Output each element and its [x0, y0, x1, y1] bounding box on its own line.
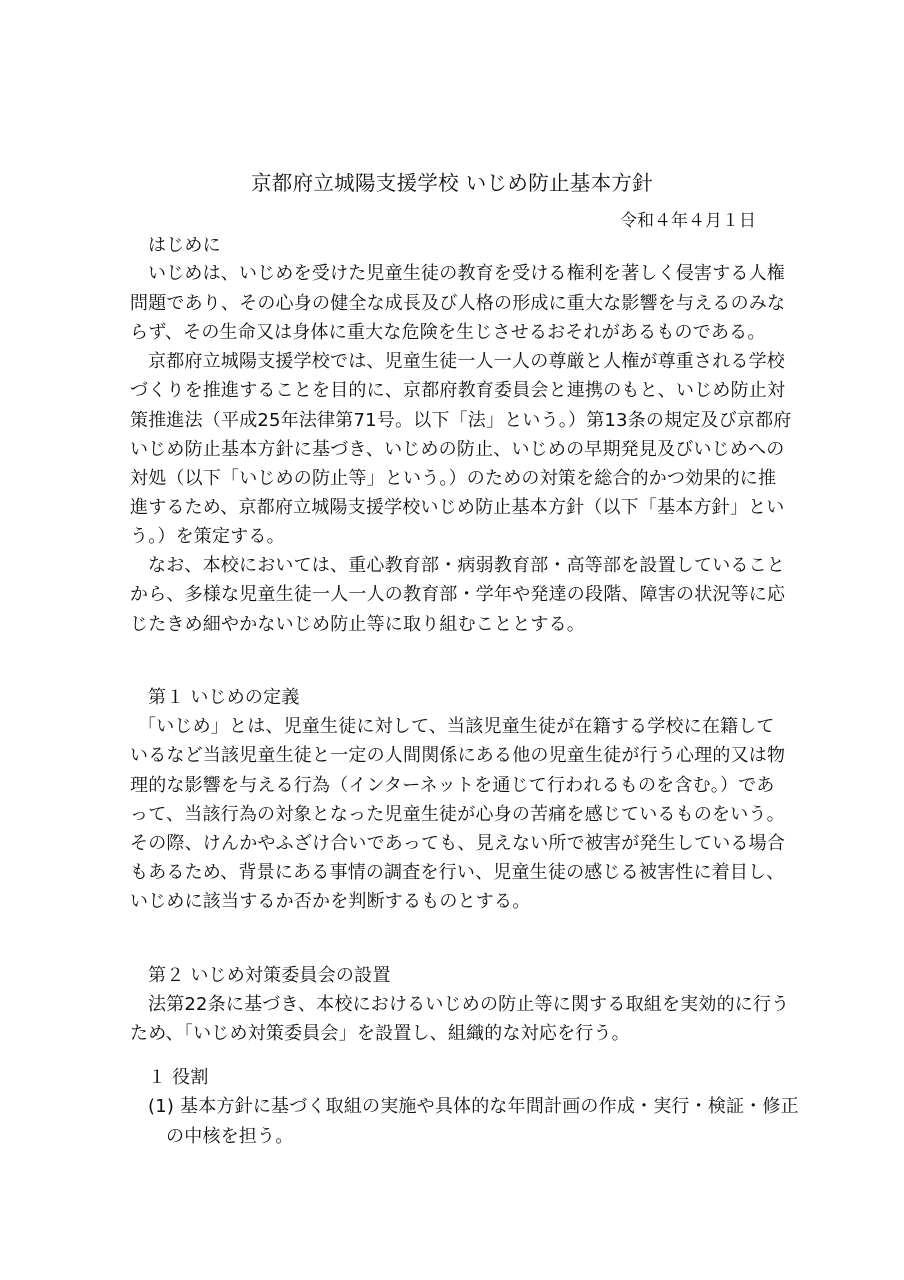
intro-line: う。）を策定する。	[130, 526, 285, 547]
intro-line: 京都府立城陽支援学校では、児童生徒一人一人の尊厳と人権が尊重される学校	[148, 351, 785, 372]
section1-line: って、当該行為の対象となった児童生徒が心身の苦痛を感じているものをいう。	[130, 804, 785, 825]
document-date: 令和４年４月１日	[620, 211, 756, 231]
intro-line: いじめは、いじめを受けた児童生徒の教育を受ける権利を著しく侵害する人権	[148, 263, 785, 284]
section2-subheading: １ 役割	[148, 1067, 209, 1088]
intro-line: 進するため、京都府立城陽支援学校いじめ防止基本方針（以下「基本方針」とい	[130, 497, 785, 518]
section1-line: その際、けんかやふざけ合いであっても、見えない所で被害が発生している場合	[130, 833, 786, 854]
intro-line: 問題であり、その心身の健全な成長及び人格の形成に重大な影響を与えるのみな	[130, 293, 786, 314]
section1-line: もあるため、背景にある事情の調査を行い、児童生徒の感じる被害性に着目し、	[130, 862, 785, 883]
section1-line: いじめに該当するか否かを判断するものとする。	[130, 891, 531, 912]
intro-line: なお、本校においては、重心教育部・病弱教育部・高等部を設置していること	[148, 555, 785, 576]
section1-line: いるなど当該児童生徒と一定の人間関係にある他の児童生徒が行う心理的又は物	[130, 745, 786, 766]
section1-heading: 第１ いじめの定義	[148, 687, 300, 708]
section2-line: ため、「いじめ対策委員会」を設置し、組織的な対応を行う。	[130, 1023, 630, 1044]
intro-line: いじめ防止基本方針に基づき、いじめの防止、いじめの早期発見及びいじめへの	[130, 439, 785, 460]
section2-line: 法第22条に基づき、本校におけるいじめの防止等に関する取組を実効的に行う	[148, 994, 790, 1015]
section2-heading: 第２ いじめ対策委員会の設置	[148, 965, 391, 986]
intro-heading: はじめに	[148, 235, 221, 256]
intro-line: づくりを推進することを目的に、京都府教育委員会と連携のもと、いじめ防止対	[130, 380, 786, 401]
role-item-line: の中核を担う。	[166, 1126, 294, 1147]
document-title: 京都府立城陽支援学校 いじめ防止基本方針	[250, 171, 653, 195]
section1-line: 「いじめ」とは、児童生徒に対して、当該児童生徒が在籍する学校に在籍して	[138, 716, 775, 737]
intro-line: 策推進法（平成25年法律第71号。以下「法」という。）第13条の規定及び京都府	[130, 410, 792, 431]
intro-line: じたきめ細やかないじめ防止等に取り組むこととする。	[130, 614, 585, 635]
section1-line: 理的な影響を与える行為（インターネットを通じて行われるものを含む。）であ	[130, 775, 775, 796]
intro-line: から、多様な児童生徒一人一人の教育部・学年や発達の段階、障害の状況等に応	[130, 584, 786, 605]
role-item-line: (1) 基本方針に基づく取組の実施や具体的な年間計画の作成・実行・検証・修正	[148, 1096, 799, 1117]
intro-line: 対処（以下「いじめの防止等」という。）のための対策を総合的かつ効果的に推	[130, 468, 777, 489]
intro-line: らず、その生命又は身体に重大な危険を生じさせるおそれがあるものである。	[130, 322, 766, 343]
